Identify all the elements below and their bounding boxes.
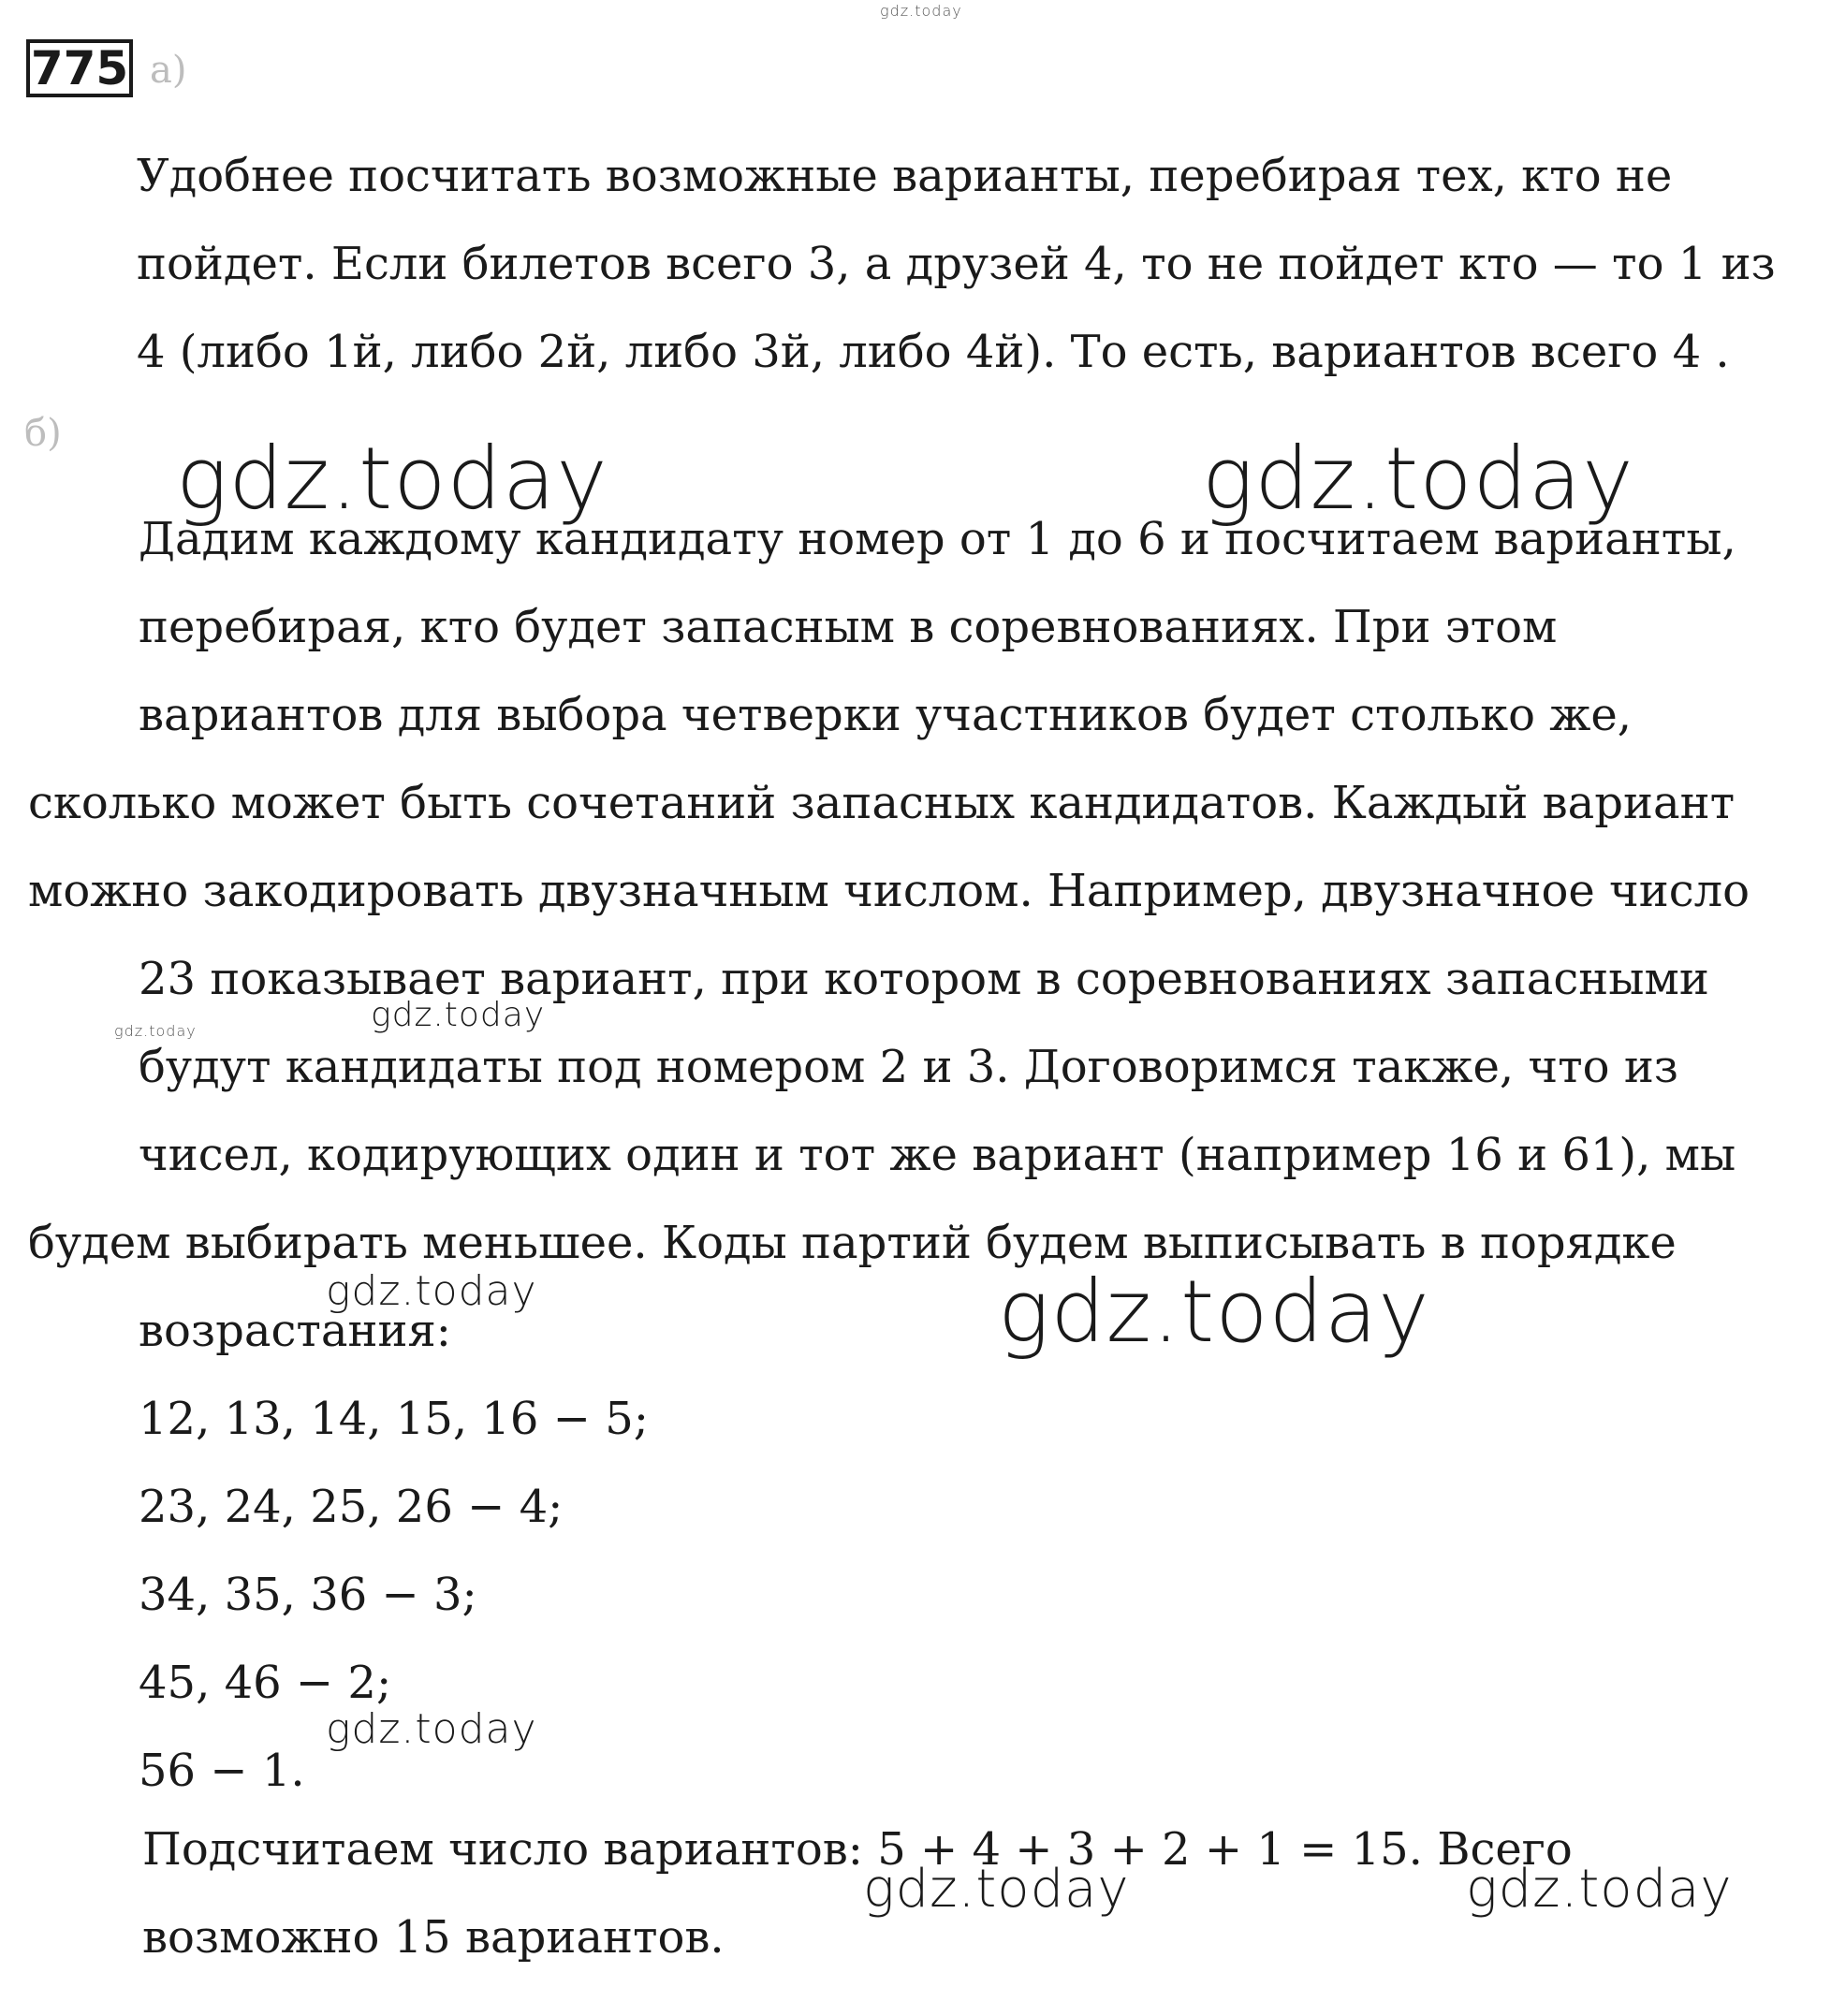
part-b-line-17: возможно 15 вариантов.	[142, 1911, 725, 1964]
part-b-line-9: будем выбирать меньшее. Коды партий будем выписывать в порядке	[28, 1217, 1677, 1269]
part-a-label: а)	[150, 49, 187, 92]
part-b-line-8: чисел, кодирующих один и тот же вариант (например 16 и 61), мы	[139, 1129, 1736, 1181]
part-b-line-6: 23 показывает вариант, при котором в соревнованиях запасными	[139, 953, 1709, 1005]
watermark-9: gdz.today	[1466, 1859, 1733, 1920]
part-b-line-15: 56 − 1.	[139, 1745, 305, 1797]
part-b-line-5: можно закодировать двузначным числом. Например, двузначное число	[28, 865, 1750, 917]
part-b-line-11: 12, 13, 14, 15, 16 − 5;	[139, 1393, 649, 1445]
part-b-line-13: 34, 35, 36 − 3;	[139, 1569, 477, 1621]
part-b-line-7: будут кандидаты под номером 2 и 3. Договоримся также, что из	[139, 1041, 1678, 1093]
watermark-6: gdz.today	[998, 1262, 1430, 1362]
watermark-2: gdz.today	[1202, 429, 1634, 529]
watermark-7: gdz.today	[326, 1705, 537, 1753]
part-b-label: б)	[24, 412, 62, 455]
problem-number: 775	[26, 39, 133, 97]
part-b-line-12: 23, 24, 25, 26 − 4;	[139, 1481, 564, 1533]
watermark-4: gdz.today	[371, 996, 546, 1034]
part-a-line-2: пойдет. Если билетов всего 3, а друзей 4, то не пойдет кто — то 1 из	[137, 238, 1776, 290]
part-b-line-3: вариантов для выбора четверки участников будет столько же,	[139, 689, 1633, 741]
part-b-line-14: 45, 46 − 2;	[139, 1657, 392, 1709]
part-a-line-1: Удобнее посчитать возможные варианты, перебирая тех, кто не	[137, 150, 1673, 202]
part-b-line-2: перебирая, кто будет запасным в соревнованиях. При этом	[139, 601, 1558, 653]
part-b-line-10: возрастания:	[139, 1305, 451, 1357]
watermark-5: gdz.today	[326, 1267, 537, 1315]
top-watermark: gdz.today	[880, 2, 962, 20]
part-b-line-4: сколько может быть сочетаний запасных кандидатов. Каждый вариант	[28, 777, 1736, 829]
watermark-3: gdz.today	[114, 1022, 197, 1040]
part-b-line-16: Подсчитаем число вариантов: 5 + 4 + 3 + 2 + 1 = 15. Всего	[142, 1823, 1573, 1876]
watermark-1: gdz.today	[176, 429, 608, 529]
part-b-line-1: Дадим каждому кандидату номер от 1 до 6 и посчитаем варианты,	[139, 513, 1736, 565]
part-a-line-3: 4 (либо 1й, либо 2й, либо 3й, либо 4й). То есть, вариантов всего 4 .	[137, 326, 1730, 378]
watermark-8: gdz.today	[863, 1859, 1130, 1920]
